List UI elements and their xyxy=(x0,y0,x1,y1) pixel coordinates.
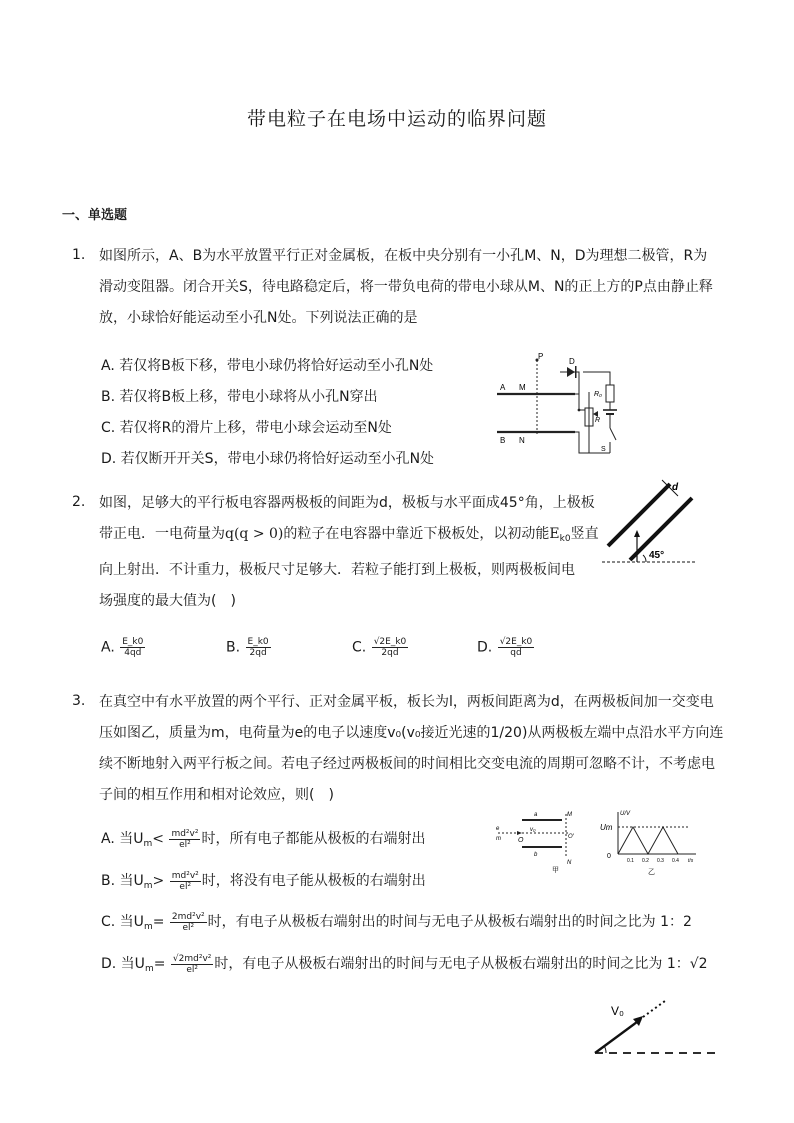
svg-text:R: R xyxy=(595,417,601,424)
q3-option-c[interactable]: C. 当$U_m=$ $\frac{\text{2md²v²}}{\text{el²}}$ 时，有电子从极板右端射出的时间与无电子从极板右端射出的时间之比为 1：2 xyxy=(101,911,692,933)
svg-text:m: m xyxy=(496,836,501,842)
svg-text:B: B xyxy=(500,436,506,445)
question-number: 2. xyxy=(72,494,86,510)
q1-option-c[interactable]: C. 若仅将R的滑片上移，带电小球会运动至N处 xyxy=(101,420,392,436)
q3-figure-jia xyxy=(492,806,590,876)
section-heading: 一、单选题 xyxy=(62,208,128,223)
q1-option-b[interactable]: B. 若仅将B板上移，带电小球将从小孔N穿出 xyxy=(101,389,378,405)
svg-text:O′: O′ xyxy=(568,834,574,840)
q3-line-3: 续不断地射入两平行板之间。若电子经过两极板间的时间相比交变电流的周期可忽略不计，不考虑电 xyxy=(99,756,715,772)
svg-text:0.1: 0.1 xyxy=(627,858,634,864)
svg-text:0: 0 xyxy=(607,853,611,860)
svg-text:N: N xyxy=(567,860,572,866)
svg-text:e: e xyxy=(496,826,500,832)
svg-text:N: N xyxy=(519,436,525,445)
q2-line-3: 向上射出．不计重力，极板尺寸足够大．若粒子能打到上极板，则两极板间电 xyxy=(99,562,575,578)
svg-text:Um: Um xyxy=(600,823,613,832)
svg-text:O: O xyxy=(518,837,524,844)
frac-num: E_k0 xyxy=(122,637,144,647)
q1-line-1: 如图所示，A、B为水平放置平行正对金属板，在板中央分别有一小孔M、N，D为理想二极管，R为 xyxy=(99,248,708,264)
q1-option-d[interactable]: D. 若仅断开开关S，带电小球仍将恰好运动至小孔N处 xyxy=(101,451,435,467)
q1-line-2: 滑动变阻器。闭合开关S，待电路稳定后，将一带负电荷的带电小球从M、N的正上方的P点由静止释 xyxy=(99,279,713,295)
svg-text:d: d xyxy=(672,482,679,493)
svg-text:R₀: R₀ xyxy=(594,391,603,398)
diode-icon xyxy=(567,367,575,377)
q1-option-a[interactable]: A. 若仅将B板下移，带电小球仍将恰好运动至小孔N处 xyxy=(101,358,434,374)
velocity-figure xyxy=(585,995,720,1060)
svg-text:U/V: U/V xyxy=(620,811,631,817)
svg-text:b: b xyxy=(534,852,538,858)
question-1-text xyxy=(99,241,729,334)
question-3-text xyxy=(99,687,729,811)
q2-option-d[interactable]: D. $\frac{√2E\_k0}{qd}$ xyxy=(477,637,533,658)
q2-line-4: 场强度的最大值为( ) xyxy=(99,593,236,609)
q3-option-d[interactable]: D. 当$U_m=$ $\frac{\text{√2md²v²}}{\text{el²}}$ 时，有电子从极板右端射出的时间与无电子从极板右端射出的时间之比为 1：√2 xyxy=(101,953,708,975)
q2-option-b[interactable]: B. $\frac{E\_k0}{2qd}$ xyxy=(226,637,269,658)
q1-circuit-figure xyxy=(495,350,625,460)
question-number: 3. xyxy=(72,693,86,709)
svg-text:0.4: 0.4 xyxy=(672,858,679,864)
q3-line-4: 子间的相互作用和相对论效应，则( ) xyxy=(99,787,334,803)
q3-option-a[interactable]: A. 当$U_m<$ $\frac{\text{md²v²}}{\text{el²}}$ 时，所有电子都能从极板的右端射出 xyxy=(101,828,426,850)
q1-line-3: 放，小球恰好能运动至小孔N处。下列说法正确的是 xyxy=(99,310,418,326)
svg-text:P: P xyxy=(538,352,544,361)
svg-text:a: a xyxy=(534,812,538,818)
svg-text:S: S xyxy=(601,446,606,453)
svg-text:M: M xyxy=(519,383,526,392)
svg-text:甲: 甲 xyxy=(552,867,559,874)
svg-text:t/s: t/s xyxy=(688,858,694,864)
q3-line-1: 在真空中有水平放置的两个平行、正对金属平板，板长为l，两板间距离为d，在两极板间加一交变电 xyxy=(99,694,714,710)
svg-text:乙: 乙 xyxy=(648,869,655,876)
svg-text:0.2: 0.2 xyxy=(642,858,649,864)
q2-line-1: 如图，足够大的平行板电容器两极板的间距为d，极板与水平面成45°角，上极板 xyxy=(99,495,595,511)
svg-text:A: A xyxy=(500,383,506,392)
q3-figure-yi xyxy=(600,806,700,878)
q3-option-b[interactable]: B. 当$U_m>$ $\frac{\text{md²v²}}{\text{el²}}$ 时，将没有电子能从极板的右端射出 xyxy=(101,870,426,892)
question-number: 1. xyxy=(72,247,86,263)
svg-text:V₀: V₀ xyxy=(611,1004,624,1018)
q2-option-c[interactable]: C. $\frac{√2E\_k0}{2qd}$ xyxy=(352,637,407,658)
svg-text:v₀: v₀ xyxy=(530,827,536,833)
page-title: 带电粒子在电场中运动的临界问题 xyxy=(246,108,547,130)
svg-text:0.3: 0.3 xyxy=(657,858,664,864)
q2-capacitor-figure xyxy=(600,470,700,570)
q3-line-2: 压如图乙，质量为m，电荷量为e的电子以速度v₀(v₀接近光速的1/20)从两极板左端中点沿水平方向连 xyxy=(99,725,724,741)
svg-text:D: D xyxy=(569,357,575,366)
arrow-icon xyxy=(634,530,640,537)
svg-text:45°: 45° xyxy=(649,550,665,561)
q2-option-a[interactable]: A. $\frac{E\_k0}{4qd}$ xyxy=(101,637,144,658)
q2-line-2: 带正电．一电荷量为q(q > 0)的粒子在电容器中靠近下极板处，以初动能$E_{k0}$竖直 xyxy=(99,526,599,544)
question-2-text xyxy=(99,488,599,617)
svg-text:M: M xyxy=(567,812,572,818)
